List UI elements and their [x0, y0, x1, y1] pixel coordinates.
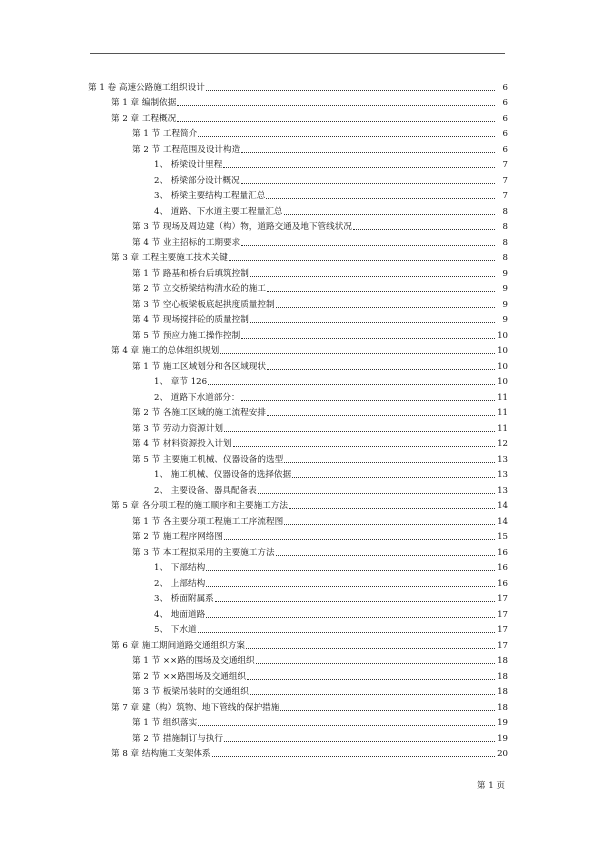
toc-entry[interactable]	[88, 388, 508, 404]
toc-entry-title: 1、 施工机械、仪器设备的选择依据	[154, 470, 292, 480]
toc-entry-page: 10	[497, 330, 508, 341]
toc-entry-page: 7	[502, 160, 508, 170]
toc-entry-title: 第 3 节 板梁吊装时的交通组织	[132, 687, 249, 697]
toc-entry-page: 17	[497, 594, 508, 604]
toc-entry[interactable]	[88, 280, 508, 296]
toc-leader-dots	[198, 632, 495, 633]
toc-entry-title: 第 1 节 组织落实	[132, 718, 198, 728]
toc-leader-dots	[250, 322, 495, 323]
toc-entry-page: 6	[502, 113, 508, 124]
toc-leader-dots	[206, 617, 495, 618]
toc-entry[interactable]	[88, 636, 508, 652]
toc-leader-dots	[212, 756, 495, 757]
toc-entry-title: 第 1 节 工程简介	[132, 129, 198, 139]
toc-entry-page: 10	[497, 361, 508, 372]
toc-leader-dots	[276, 555, 495, 556]
toc-entry-title: 第 2 节 措施制订与执行	[132, 733, 224, 744]
toc-leader-dots	[289, 508, 495, 509]
toc-entry-title: 第 5 章 各分项工程的施工顺序和主要施工方法	[111, 501, 288, 511]
toc-leader-dots	[284, 524, 495, 525]
toc-entry[interactable]	[88, 373, 508, 389]
toc-entry-page: 11	[497, 423, 508, 434]
toc-entry-title: 第 1 卷 高速公路施工组织设计	[88, 82, 205, 93]
toc-entry-title: 第 4 章 施工的总体组织规划	[111, 346, 220, 356]
toc-entry-page: 14	[497, 501, 508, 511]
toc-entry-page: 18	[497, 671, 508, 682]
toc-entry[interactable]	[88, 187, 508, 203]
toc-leader-dots	[215, 601, 495, 602]
toc-entry-page: 12	[497, 439, 508, 449]
toc-entry-title: 第 8 章 结构施工支架体系	[111, 749, 211, 759]
toc-leader-dots	[258, 493, 495, 494]
toc-entry[interactable]	[88, 435, 508, 451]
toc-entry-page: 18	[497, 687, 508, 697]
toc-leader-dots	[256, 663, 495, 664]
toc-entry-title: 1、 桥梁设计里程	[154, 160, 223, 170]
toc-entry[interactable]	[88, 311, 508, 327]
toc-entry[interactable]	[88, 559, 508, 575]
toc-entry-page: 16	[497, 578, 508, 589]
toc-entry-title: 2、 上部结构	[154, 578, 206, 589]
toc-entry[interactable]	[88, 156, 508, 172]
toc-entry-page: 16	[497, 563, 508, 573]
toc-leader-dots	[233, 446, 495, 447]
toc-entry-page: 20	[497, 749, 508, 759]
toc-leader-dots	[246, 648, 495, 649]
toc-entry-title: 第 4 节 业主招标的工期要求	[132, 237, 241, 248]
toc-entry[interactable]	[88, 621, 508, 637]
toc-entry[interactable]	[88, 450, 508, 466]
toc-leader-dots	[241, 183, 495, 184]
toc-entry-title: 1、 章节 126	[154, 377, 208, 387]
toc-entry-title: 第 2 节 施工程序网络图	[132, 532, 224, 542]
toc-entry-title: 第 1 节 各主要分项工程施工工序流程图	[132, 516, 284, 527]
toc-entry-page: 17	[497, 609, 508, 620]
toc-entry[interactable]	[88, 652, 508, 668]
toc-entry-page: 6	[502, 82, 508, 93]
toc-leader-dots	[250, 694, 495, 695]
toc-leader-dots	[292, 477, 495, 478]
toc-entry-title: 第 3 章 工程主要施工技术关键	[111, 253, 228, 263]
toc-leader-dots	[250, 276, 495, 277]
toc-leader-dots	[353, 229, 495, 230]
toc-entry-page: 8	[502, 237, 508, 248]
toc-entry[interactable]	[88, 729, 508, 745]
toc-entry[interactable]	[88, 326, 508, 342]
toc-entry[interactable]	[88, 78, 508, 94]
toc-entry[interactable]	[88, 264, 508, 280]
toc-entry-title: 第 1 节 路基和桥台后填筑控制	[132, 268, 249, 279]
toc-leader-dots	[276, 307, 495, 308]
toc-leader-dots	[247, 679, 495, 680]
toc-leader-dots	[177, 121, 495, 122]
toc-leader-dots	[229, 260, 495, 261]
toc-entry-page: 6	[502, 98, 508, 108]
toc-entry[interactable]	[88, 295, 508, 311]
toc-leader-dots	[224, 539, 495, 540]
toc-entry-title: 第 1 章 编制依据	[111, 98, 177, 108]
toc-entry[interactable]	[88, 745, 508, 761]
toc-entry[interactable]	[88, 202, 508, 218]
toc-entry-page: 17	[497, 640, 508, 651]
toc-entry-title: 第 5 节 预应力施工操作控制	[132, 330, 241, 341]
toc-entry-page: 18	[497, 656, 508, 666]
toc-leader-dots	[206, 570, 495, 571]
toc-entry[interactable]	[88, 94, 508, 110]
toc-entry-page: 9	[502, 268, 508, 279]
toc-entry-page: 8	[502, 222, 508, 232]
toc-entry-title: 5、 下水道	[154, 625, 197, 635]
toc-entry-title: 2、 道路下水道部分：	[154, 392, 240, 403]
toc-leader-dots	[224, 741, 495, 742]
toc-entry[interactable]	[88, 249, 508, 265]
toc-entry-page: 14	[497, 516, 508, 527]
toc-entry-title: 第 3 节 现场及周边建（构）物，道路交通及地下管线状况	[132, 222, 352, 232]
toc-leader-dots	[284, 462, 495, 463]
toc-entry-title: 第 2 章 工程概况	[111, 113, 177, 124]
toc-entry[interactable]	[88, 218, 508, 234]
toc-entry[interactable]	[88, 357, 508, 373]
toc-entry-page: 6	[502, 129, 508, 139]
toc-entry-title: 第 1 节 施工区域划分和各区域现状	[132, 361, 266, 372]
toc-entry-title: 第 7 章 建（构）筑物、地下管线的保护措施	[111, 702, 280, 713]
toc-leader-dots	[280, 710, 495, 711]
toc-entry-title: 4、 道路、下水道主要工程量汇总	[154, 206, 283, 217]
toc-entry-title: 第 3 节 空心板梁板底起拱度质量控制	[132, 299, 275, 310]
toc-entry[interactable]	[88, 512, 508, 528]
toc-entry-title: 2、 主要设备、器具配备表	[154, 485, 257, 496]
toc-leader-dots	[241, 338, 495, 339]
toc-entry-title: 第 2 节 立交桥梁结构清水砼的施工	[132, 284, 266, 294]
toc-leader-dots	[241, 152, 495, 153]
toc-entry-page: 10	[497, 346, 508, 356]
toc-entry-title: 第 4 节 材料资源投入计划	[132, 439, 232, 449]
toc-entry[interactable]	[88, 419, 508, 435]
toc-entry[interactable]	[88, 342, 508, 358]
toc-leader-dots	[241, 245, 495, 246]
toc-entry-page: 15	[497, 532, 508, 542]
toc-entry[interactable]	[88, 233, 508, 249]
toc-leader-dots	[208, 384, 495, 385]
toc-entry[interactable]	[88, 140, 508, 156]
toc-entry-title: 第 2 节 ××路围场及交通组织	[132, 671, 247, 682]
toc-leader-dots	[266, 198, 495, 199]
toc-entry-page: 13	[497, 470, 508, 480]
toc-entry-page: 11	[497, 408, 508, 418]
toc-entry[interactable]	[88, 574, 508, 590]
toc-leader-dots	[177, 105, 495, 106]
header-rule	[90, 53, 505, 54]
toc-entry[interactable]	[88, 171, 508, 187]
toc-entry-title: 第 2 节 各施工区域的施工流程安排	[132, 408, 266, 418]
toc-entry[interactable]	[88, 605, 508, 621]
toc-entry-page: 18	[497, 702, 508, 713]
toc-entry[interactable]	[88, 683, 508, 699]
toc-entry[interactable]	[88, 481, 508, 497]
toc-entry-title: 3、 桥梁主要结构工程量汇总	[154, 191, 266, 201]
toc-entry-page: 8	[502, 253, 508, 263]
toc-entry-title: 第 3 节 劳动力资源计划	[132, 423, 224, 434]
table-of-contents	[88, 78, 508, 760]
page-number: 第 1 页	[476, 781, 505, 791]
toc-leader-dots	[224, 431, 495, 432]
toc-entry-page: 13	[497, 485, 508, 496]
toc-entry-title: 2、 桥梁部分设计概况	[154, 175, 240, 186]
toc-leader-dots	[267, 369, 495, 370]
toc-entry-page: 11	[497, 392, 508, 403]
toc-entry[interactable]	[88, 528, 508, 544]
toc-entry-page: 9	[502, 284, 508, 294]
toc-leader-dots	[241, 400, 495, 401]
toc-entry-page: 6	[502, 144, 508, 155]
toc-entry[interactable]	[88, 125, 508, 141]
toc-leader-dots	[267, 291, 495, 292]
toc-entry[interactable]	[88, 543, 508, 559]
toc-entry-page: 7	[502, 191, 508, 201]
toc-entry-page: 8	[502, 206, 508, 217]
toc-entry-page: 17	[497, 625, 508, 635]
toc-entry-title: 第 2 节 工程范围及设计构造	[132, 144, 241, 155]
toc-leader-dots	[198, 136, 495, 137]
toc-leader-dots	[220, 353, 495, 354]
toc-entry-page: 19	[497, 733, 508, 744]
toc-entry-title: 第 5 节 主要施工机械、仪器设备的选型	[132, 454, 284, 465]
toc-entry[interactable]	[88, 466, 508, 482]
toc-entry-title: 1、 下部结构	[154, 563, 206, 573]
toc-entry[interactable]	[88, 667, 508, 683]
toc-entry-title: 第 3 节 本工程拟采用的主要施工方法	[132, 547, 275, 558]
toc-leader-dots	[223, 167, 495, 168]
toc-entry[interactable]	[88, 714, 508, 730]
toc-leader-dots	[284, 214, 495, 215]
toc-entry-page: 19	[497, 718, 508, 728]
toc-leader-dots	[198, 725, 495, 726]
toc-leader-dots	[267, 415, 495, 416]
toc-entry[interactable]	[88, 497, 508, 513]
toc-entry-page: 9	[502, 315, 508, 325]
toc-entry[interactable]	[88, 404, 508, 420]
toc-entry[interactable]	[88, 698, 508, 714]
toc-entry-page: 7	[502, 175, 508, 186]
toc-entry-title: 第 4 节 现场搅拌砼的质量控制	[132, 315, 249, 325]
toc-leader-dots	[206, 586, 495, 587]
toc-leader-dots	[206, 90, 495, 91]
toc-entry-title: 第 1 节 ××路的围场及交通组织	[132, 656, 255, 666]
toc-entry[interactable]	[88, 590, 508, 606]
toc-entry-page: 16	[497, 547, 508, 558]
toc-entry-page: 13	[497, 454, 508, 465]
toc-entry-page: 9	[502, 299, 508, 310]
toc-entry-page: 10	[497, 377, 508, 387]
toc-entry-title: 3、 桥面附属系	[154, 594, 214, 604]
toc-entry[interactable]	[88, 109, 508, 125]
toc-entry-title: 4、 地面道路	[154, 609, 206, 620]
toc-entry-title: 第 6 章 施工期间道路交通组织方案	[111, 640, 245, 651]
